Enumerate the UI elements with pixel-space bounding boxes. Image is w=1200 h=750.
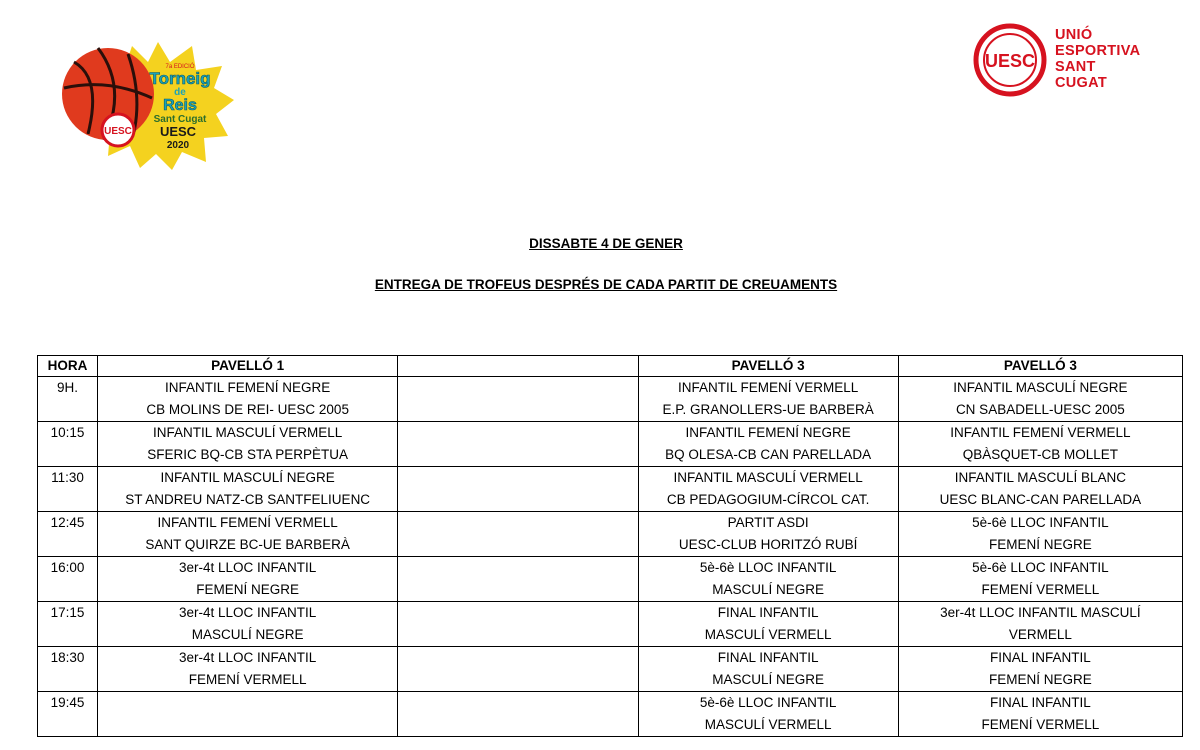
- match-category: INFANTIL MASCULÍ VERMELL: [673, 470, 863, 485]
- match-cell-p1: [98, 647, 398, 692]
- time-cell: 19:45: [38, 692, 98, 737]
- match-category: FINAL INFANTIL: [989, 695, 1091, 710]
- club-name-line: SANT: [1055, 59, 1096, 75]
- match-category: 3er-4t LLOC INFANTIL: [179, 650, 317, 665]
- match-cell-p3a: [638, 422, 898, 467]
- match-cell-p3a: [638, 377, 898, 422]
- match-cell-blank: [398, 647, 638, 692]
- time-cell: 12:45: [38, 512, 98, 557]
- time-cell: 11:30: [38, 467, 98, 512]
- match-teams: UESC BLANC-CAN PARELLADA: [939, 492, 1142, 507]
- match-cell-p3a: [638, 467, 898, 512]
- match-cell-p3b: [898, 512, 1182, 557]
- match-teams: UESC-CLUB HORITZÓ RUBÍ: [678, 537, 858, 552]
- match-cell-p1: [98, 512, 398, 557]
- column-header-pavello-1: PAVELLÓ 1: [98, 356, 398, 377]
- time-cell: 10:15: [38, 422, 98, 467]
- logo-left-line5: UESC: [159, 124, 197, 139]
- logo-left-line6: 2020: [166, 140, 190, 151]
- schedule-table: [37, 355, 1183, 737]
- time-cell: 16:00: [38, 557, 98, 602]
- match-category: PARTIT ASDI: [727, 515, 809, 530]
- match-category: 5è-6è LLOC INFANTIL: [972, 515, 1109, 530]
- match-teams: FEMENÍ VERMELL: [981, 717, 1100, 732]
- match-cell-p1: [98, 377, 398, 422]
- match-cell-p3b: [898, 647, 1182, 692]
- club-name-line: CUGAT: [1055, 75, 1107, 91]
- match-teams: CN SABADELL-UESC 2005: [955, 402, 1125, 417]
- match-cell-p3b: [898, 692, 1182, 737]
- match-cell-p1: [98, 692, 398, 737]
- time-cell: 18:30: [38, 647, 98, 692]
- match-category: INFANTIL MASCULÍ VERMELL: [153, 425, 343, 440]
- match-cell-p3b: [898, 557, 1182, 602]
- match-cell-p1: [98, 602, 398, 647]
- match-cell-p3b: [898, 377, 1182, 422]
- match-teams: MASCULÍ VERMELL: [704, 627, 832, 642]
- match-category: INFANTIL FEMENÍ VERMELL: [677, 380, 859, 395]
- table-header-row: [38, 356, 1183, 377]
- column-header-blank: [398, 356, 638, 377]
- match-category: 3er-4t LLOC INFANTIL: [179, 560, 317, 575]
- club-name-line: ESPORTIVA: [1055, 43, 1141, 59]
- logo-left-line4: Sant Cugat: [153, 114, 207, 125]
- match-cell-blank: [398, 377, 638, 422]
- table-row: [38, 467, 1183, 512]
- match-category: 5è-6è LLOC INFANTIL: [972, 560, 1109, 575]
- match-teams: VERMELL: [1008, 627, 1072, 642]
- table-row: [38, 422, 1183, 467]
- match-category: 5è-6è LLOC INFANTIL: [699, 560, 837, 575]
- match-cell-p3a: [638, 602, 898, 647]
- match-teams: CB MOLINS DE REI- UESC 2005: [146, 402, 349, 417]
- table-row: [38, 692, 1183, 737]
- match-teams: FEMENÍ NEGRE: [196, 582, 300, 597]
- match-category: FINAL INFANTIL: [989, 650, 1091, 665]
- match-teams: SFERIC BQ-CB STA PERPÈTUA: [147, 447, 349, 462]
- match-teams: MASCULÍ NEGRE: [712, 582, 824, 597]
- match-teams: FEMENÍ VERMELL: [188, 672, 307, 687]
- logo-right-badge: UESC: [984, 51, 1036, 71]
- table-row: [38, 377, 1183, 422]
- match-category: INFANTIL FEMENÍ NEGRE: [165, 380, 331, 395]
- time-cell: 17:15: [38, 602, 98, 647]
- column-header-pavello-3a: PAVELLÓ 3: [638, 356, 898, 377]
- match-category: INFANTIL FEMENÍ VERMELL: [950, 425, 1131, 440]
- match-cell-p3a: [638, 512, 898, 557]
- match-category: FINAL INFANTIL: [717, 650, 819, 665]
- match-teams: SANT QUIRZE BC-UE BARBERÀ: [145, 537, 350, 552]
- column-header-hora: HORA: [38, 356, 98, 377]
- match-cell-p3b: [898, 422, 1182, 467]
- club-name-line: UNIÓ: [1055, 27, 1093, 43]
- match-cell-blank: [398, 602, 638, 647]
- match-teams: MASCULÍ NEGRE: [712, 672, 824, 687]
- logo-left-line3: Reis: [163, 97, 197, 114]
- match-category: 3er-4t LLOC INFANTIL MASCULÍ: [940, 605, 1141, 620]
- match-cell-p3a: [638, 647, 898, 692]
- table-row: [38, 647, 1183, 692]
- table-row: [38, 602, 1183, 647]
- match-teams: BQ OLESA-CB CAN PARELLADA: [665, 447, 872, 462]
- match-teams: FEMENÍ VERMELL: [981, 582, 1100, 597]
- match-teams: MASCULÍ NEGRE: [191, 627, 304, 642]
- column-header-pavello-3b: PAVELLÓ 3: [898, 356, 1182, 377]
- match-cell-p3a: [638, 692, 898, 737]
- match-category: 5è-6è LLOC INFANTIL: [699, 695, 837, 710]
- match-category: INFANTIL MASCULÍ NEGRE: [953, 380, 1128, 395]
- table-row: [38, 512, 1183, 557]
- match-teams: FEMENÍ NEGRE: [988, 537, 1092, 552]
- match-teams: FEMENÍ NEGRE: [988, 672, 1092, 687]
- time-cell: 9H.: [38, 377, 98, 422]
- match-cell-blank: [398, 422, 638, 467]
- table-row: [38, 557, 1183, 602]
- match-cell-p1: [98, 467, 398, 512]
- match-cell-blank: [398, 512, 638, 557]
- page-subtitle: ENTREGA DE TROFEUS DESPRÉS DE CADA PARTIT DE CREUAMENTS: [374, 277, 838, 292]
- match-category: INFANTIL MASCULÍ BLANC: [954, 470, 1126, 485]
- logo-left-line1: Torneig: [149, 69, 211, 88]
- match-cell-p1: [98, 557, 398, 602]
- match-cell-blank: [398, 557, 638, 602]
- match-category: 3er-4t LLOC INFANTIL: [179, 605, 317, 620]
- match-cell-p3b: [898, 467, 1182, 512]
- match-category: INFANTIL FEMENÍ VERMELL: [157, 515, 338, 530]
- torneig-de-reis-logo: [58, 38, 234, 170]
- logo-left-line2: de: [174, 87, 186, 98]
- match-teams: MASCULÍ VERMELL: [704, 717, 832, 732]
- match-teams: CB PEDAGOGIUM-CÍRCOL CAT.: [666, 492, 870, 507]
- match-teams: ST ANDREU NATZ-CB SANTFELIUENC: [125, 492, 371, 507]
- club-name: [1055, 27, 1140, 91]
- logo-left-edition: 7a EDICIÓ: [165, 64, 195, 70]
- match-cell-blank: [398, 467, 638, 512]
- page-title: DISSABTE 4 DE GENER: [529, 236, 683, 251]
- match-cell-blank: [398, 692, 638, 737]
- match-category: FINAL INFANTIL: [717, 605, 819, 620]
- match-teams: E.P. GRANOLLERS-UE BARBERÀ: [662, 402, 874, 417]
- match-cell-p3b: [898, 602, 1182, 647]
- match-category: INFANTIL MASCULÍ NEGRE: [160, 470, 335, 485]
- logo-left-badge: UESC: [104, 126, 132, 137]
- match-category: INFANTIL FEMENÍ NEGRE: [685, 425, 851, 440]
- match-teams: QBÀSQUET-CB MOLLET: [962, 447, 1118, 462]
- match-cell-p1: [98, 422, 398, 467]
- match-cell-p3a: [638, 557, 898, 602]
